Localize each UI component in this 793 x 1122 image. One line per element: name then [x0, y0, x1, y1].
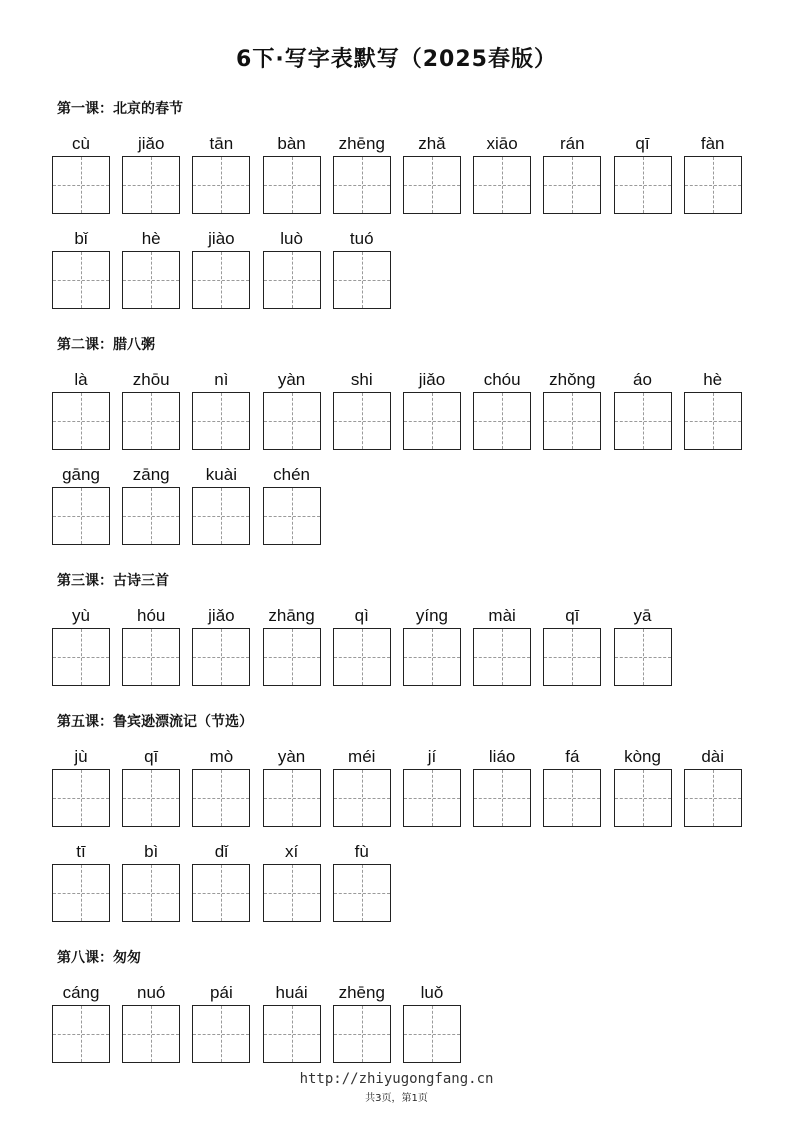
grid-guide-vertical	[432, 1006, 433, 1062]
grid-guide-vertical	[362, 629, 363, 685]
pinyin-label: hóu	[137, 606, 166, 625]
character-cell	[122, 227, 192, 309]
grid-guide-vertical	[221, 770, 222, 826]
grid-guide-vertical	[713, 770, 714, 826]
grid-guide-vertical	[221, 1006, 222, 1062]
character-cell	[403, 368, 473, 450]
character-cell	[192, 132, 262, 214]
pinyin-label: fá	[565, 747, 580, 766]
character-cell	[122, 840, 192, 922]
grid-guide-vertical	[432, 157, 433, 213]
grid-guide-vertical	[502, 770, 503, 826]
tianzi-grid-box	[403, 769, 461, 827]
character-cell	[473, 132, 543, 214]
grid-guide-vertical	[432, 393, 433, 449]
grid-guide-vertical	[432, 770, 433, 826]
tianzi-grid-box	[122, 251, 180, 309]
pinyin-label: qì	[354, 606, 369, 625]
grid-guide-vertical	[151, 865, 152, 921]
grid-guide-vertical	[151, 770, 152, 826]
grid-guide-vertical	[643, 157, 644, 213]
character-cell	[52, 227, 122, 309]
pinyin-label: nì	[214, 370, 229, 389]
tianzi-grid-box	[263, 864, 321, 922]
grid-guide-vertical	[292, 488, 293, 544]
character-cell	[52, 132, 122, 214]
pinyin-label: qī	[144, 747, 159, 766]
tianzi-grid-box	[263, 487, 321, 545]
page-title: 6下·写字表默写（2025春版）	[236, 47, 557, 72]
tianzi-grid-box	[192, 864, 250, 922]
pinyin-label: chóu	[483, 370, 521, 389]
tianzi-grid-box	[333, 156, 391, 214]
tianzi-grid-box	[333, 769, 391, 827]
grid-guide-vertical	[572, 770, 573, 826]
pinyin-label: áo	[633, 370, 652, 389]
tianzi-grid-box	[263, 769, 321, 827]
tianzi-grid-box	[403, 628, 461, 686]
pinyin-label: chén	[273, 465, 310, 484]
pinyin-label: zhōu	[132, 370, 170, 389]
pinyin-label: yā	[633, 606, 652, 625]
character-cell	[263, 368, 333, 450]
tianzi-grid-box	[684, 769, 742, 827]
page-number: 共3页，第1页	[365, 1093, 428, 1104]
character-cell	[52, 368, 122, 450]
grid-guide-vertical	[81, 393, 82, 449]
character-cell	[192, 463, 262, 545]
pinyin-label: cáng	[62, 983, 100, 1002]
tianzi-grid-box	[473, 156, 531, 214]
tianzi-grid-box	[122, 487, 180, 545]
pinyin-label: yíng	[415, 606, 448, 625]
pinyin-label: hè	[703, 370, 723, 389]
pinyin-label: tī	[76, 842, 86, 861]
tianzi-grid-box	[52, 864, 110, 922]
pinyin-label: liáo	[488, 747, 516, 766]
pinyin-label: dǐ	[214, 842, 228, 861]
pinyin-label: hè	[141, 229, 161, 248]
character-cell	[333, 604, 403, 686]
lesson-title: 第二课：腊八粥	[57, 337, 155, 353]
tianzi-grid-box	[684, 156, 742, 214]
tianzi-grid-box	[543, 156, 601, 214]
character-cell	[263, 981, 333, 1063]
pinyin-label: qī	[565, 606, 580, 625]
pinyin-label: là	[74, 370, 88, 389]
grid-guide-vertical	[362, 865, 363, 921]
pinyin-label: tuó	[349, 229, 374, 248]
grid-guide-vertical	[81, 157, 82, 213]
character-cell	[263, 463, 333, 545]
tianzi-grid-box	[122, 864, 180, 922]
character-cell	[192, 840, 262, 922]
tianzi-grid-box	[263, 156, 321, 214]
grid-guide-vertical	[292, 1006, 293, 1062]
tianzi-grid-box	[192, 392, 250, 450]
pinyin-label: qī	[635, 134, 650, 153]
pinyin-label: huái	[275, 983, 308, 1002]
writing-row	[52, 227, 403, 309]
character-cell	[403, 981, 473, 1063]
tianzi-grid-box	[614, 769, 672, 827]
tianzi-grid-box	[684, 392, 742, 450]
grid-guide-vertical	[362, 1006, 363, 1062]
writing-row	[52, 368, 754, 450]
grid-guide-vertical	[221, 393, 222, 449]
character-cell	[333, 227, 403, 309]
tianzi-grid-box	[614, 392, 672, 450]
grid-guide-vertical	[81, 865, 82, 921]
pinyin-label: pái	[210, 983, 233, 1002]
character-cell	[543, 745, 613, 827]
tianzi-grid-box	[333, 392, 391, 450]
pinyin-label: jiǎo	[208, 606, 235, 625]
pinyin-label: bǐ	[74, 229, 88, 248]
tianzi-grid-box	[543, 769, 601, 827]
pinyin-label: bàn	[277, 134, 306, 153]
tianzi-grid-box	[333, 1005, 391, 1063]
pinyin-label: luǒ	[420, 983, 444, 1002]
grid-guide-vertical	[151, 252, 152, 308]
pinyin-label: méi	[348, 747, 376, 766]
character-cell	[122, 981, 192, 1063]
tianzi-grid-box	[333, 864, 391, 922]
character-cell	[263, 745, 333, 827]
grid-guide-vertical	[151, 393, 152, 449]
character-cell	[684, 745, 754, 827]
tianzi-grid-box	[543, 392, 601, 450]
character-cell	[263, 227, 333, 309]
tianzi-grid-box	[122, 156, 180, 214]
grid-guide-vertical	[221, 488, 222, 544]
character-cell	[333, 132, 403, 214]
tianzi-grid-box	[192, 487, 250, 545]
tianzi-grid-box	[122, 769, 180, 827]
grid-guide-vertical	[502, 393, 503, 449]
pinyin-label: zhāng	[268, 606, 315, 625]
grid-guide-vertical	[151, 1006, 152, 1062]
tianzi-grid-box	[403, 1005, 461, 1063]
character-cell	[543, 604, 613, 686]
tianzi-grid-box	[52, 392, 110, 450]
grid-guide-vertical	[81, 252, 82, 308]
character-cell	[263, 132, 333, 214]
grid-guide-vertical	[292, 252, 293, 308]
pinyin-label: fàn	[700, 134, 725, 153]
character-cell	[684, 132, 754, 214]
grid-guide-vertical	[572, 157, 573, 213]
character-cell	[263, 604, 333, 686]
tianzi-grid-box	[52, 251, 110, 309]
grid-guide-vertical	[713, 393, 714, 449]
tianzi-grid-box	[614, 156, 672, 214]
tianzi-grid-box	[543, 628, 601, 686]
tianzi-grid-box	[122, 628, 180, 686]
pinyin-label: xí	[284, 842, 299, 861]
grid-guide-vertical	[292, 157, 293, 213]
pinyin-label: fù	[354, 842, 369, 861]
lesson-title: 第三课：古诗三首	[57, 573, 169, 589]
tianzi-grid-box	[263, 1005, 321, 1063]
character-cell	[403, 604, 473, 686]
character-cell	[192, 745, 262, 827]
pinyin-label: gāng	[62, 465, 100, 484]
grid-guide-vertical	[502, 157, 503, 213]
character-cell	[192, 604, 262, 686]
tianzi-grid-box	[403, 392, 461, 450]
tianzi-grid-box	[333, 628, 391, 686]
pinyin-label: mò	[209, 747, 234, 766]
tianzi-grid-box	[52, 1005, 110, 1063]
tianzi-grid-box	[192, 251, 250, 309]
grid-guide-vertical	[292, 865, 293, 921]
character-cell	[614, 604, 684, 686]
character-cell	[52, 463, 122, 545]
character-cell	[192, 368, 262, 450]
lesson-title: 第八课：匆匆	[57, 950, 141, 966]
grid-guide-vertical	[362, 252, 363, 308]
pinyin-label: mài	[488, 606, 516, 625]
character-cell	[333, 981, 403, 1063]
character-cell	[52, 981, 122, 1063]
character-cell	[52, 840, 122, 922]
tianzi-grid-box	[614, 628, 672, 686]
tianzi-grid-box	[122, 392, 180, 450]
grid-guide-vertical	[81, 1006, 82, 1062]
grid-guide-vertical	[81, 629, 82, 685]
grid-guide-vertical	[151, 629, 152, 685]
writing-row	[52, 840, 403, 922]
character-cell	[192, 981, 262, 1063]
grid-guide-vertical	[81, 488, 82, 544]
character-cell	[614, 745, 684, 827]
grid-guide-vertical	[292, 393, 293, 449]
writing-row	[52, 981, 473, 1063]
pinyin-label: tān	[209, 134, 234, 153]
writing-row	[52, 132, 754, 214]
character-cell	[403, 132, 473, 214]
character-cell	[473, 604, 543, 686]
pinyin-label: yàn	[277, 370, 306, 389]
character-cell	[52, 604, 122, 686]
tianzi-grid-box	[473, 628, 531, 686]
character-cell	[473, 368, 543, 450]
writing-row	[52, 463, 333, 545]
grid-guide-vertical	[572, 629, 573, 685]
tianzi-grid-box	[333, 251, 391, 309]
grid-guide-vertical	[502, 629, 503, 685]
character-cell	[122, 132, 192, 214]
pinyin-label: bì	[144, 842, 159, 861]
tianzi-grid-box	[403, 156, 461, 214]
grid-guide-vertical	[221, 865, 222, 921]
tianzi-grid-box	[52, 487, 110, 545]
character-cell	[192, 227, 262, 309]
pinyin-label: jí	[427, 747, 437, 766]
grid-guide-vertical	[643, 393, 644, 449]
pinyin-label: zhēng	[338, 134, 385, 153]
grid-guide-vertical	[292, 629, 293, 685]
tianzi-grid-box	[263, 392, 321, 450]
footer-url: http://zhiyugongfang.cn	[299, 1071, 494, 1087]
grid-guide-vertical	[572, 393, 573, 449]
tianzi-grid-box	[52, 628, 110, 686]
grid-guide-vertical	[643, 770, 644, 826]
pinyin-label: zhēng	[338, 983, 385, 1002]
tianzi-grid-box	[192, 628, 250, 686]
grid-guide-vertical	[362, 393, 363, 449]
grid-guide-vertical	[432, 629, 433, 685]
tianzi-grid-box	[192, 156, 250, 214]
pinyin-label: jiǎo	[418, 370, 446, 389]
character-cell	[543, 132, 613, 214]
tianzi-grid-box	[263, 628, 321, 686]
grid-guide-vertical	[221, 157, 222, 213]
character-cell	[333, 840, 403, 922]
pinyin-label: jiǎo	[137, 134, 165, 153]
grid-guide-vertical	[151, 488, 152, 544]
lesson-title: 第五课：鲁宾逊漂流记（节选）	[57, 714, 253, 730]
pinyin-label: dài	[701, 747, 725, 766]
character-cell	[543, 368, 613, 450]
character-cell	[614, 368, 684, 450]
pinyin-label: cù	[72, 134, 90, 153]
grid-guide-vertical	[643, 629, 644, 685]
writing-row	[52, 604, 684, 686]
pinyin-label: yàn	[277, 747, 306, 766]
tianzi-grid-box	[473, 392, 531, 450]
pinyin-label: zhǎ	[418, 134, 446, 153]
pinyin-label: yù	[72, 606, 90, 625]
grid-guide-vertical	[151, 157, 152, 213]
character-cell	[403, 745, 473, 827]
grid-guide-vertical	[713, 157, 714, 213]
grid-guide-vertical	[81, 770, 82, 826]
character-cell	[122, 463, 192, 545]
character-cell	[122, 604, 192, 686]
character-cell	[122, 368, 192, 450]
character-cell	[333, 745, 403, 827]
pinyin-label: kòng	[624, 747, 661, 766]
grid-guide-vertical	[221, 252, 222, 308]
character-cell	[122, 745, 192, 827]
tianzi-grid-box	[192, 769, 250, 827]
grid-guide-vertical	[292, 770, 293, 826]
tianzi-grid-box	[52, 156, 110, 214]
pinyin-label: zhǒng	[549, 370, 596, 389]
pinyin-label: jiào	[208, 229, 235, 248]
grid-guide-vertical	[362, 157, 363, 213]
pinyin-label: luò	[280, 229, 303, 248]
tianzi-grid-box	[473, 769, 531, 827]
tianzi-grid-box	[263, 251, 321, 309]
writing-row	[52, 745, 754, 827]
tianzi-grid-box	[192, 1005, 250, 1063]
lesson-title: 第一课：北京的春节	[57, 101, 183, 117]
character-cell	[473, 745, 543, 827]
pinyin-label: kuài	[205, 465, 237, 484]
pinyin-label: rán	[560, 134, 585, 153]
pinyin-label: xiāo	[486, 134, 518, 153]
pinyin-label: nuó	[137, 983, 166, 1002]
grid-guide-vertical	[362, 770, 363, 826]
tianzi-grid-box	[52, 769, 110, 827]
grid-guide-vertical	[221, 629, 222, 685]
character-cell	[684, 368, 754, 450]
tianzi-grid-box	[122, 1005, 180, 1063]
character-cell	[263, 840, 333, 922]
pinyin-label: jù	[74, 747, 88, 766]
character-cell	[52, 745, 122, 827]
pinyin-label: shi	[350, 370, 373, 389]
character-cell	[333, 368, 403, 450]
pinyin-label: zāng	[132, 465, 170, 484]
character-cell	[614, 132, 684, 214]
